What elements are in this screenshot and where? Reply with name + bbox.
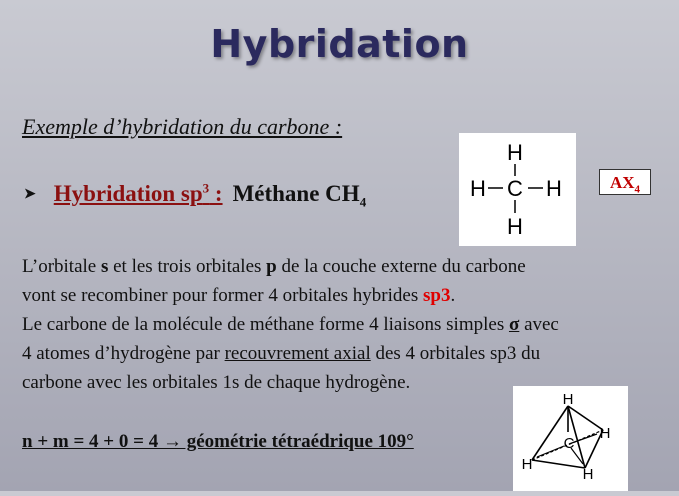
geometry-formula: n + m = 4 + 0 = 4 → géométrie tétraédrique 109° (22, 431, 414, 452)
para-line-2: vont se recombiner pour former 4 orbitales hybrides sp3. (22, 285, 456, 306)
tetra-carbon: C (563, 435, 575, 452)
tetra-h-top: H (562, 391, 574, 408)
para-line-4: 4 atomes d’hydrogène par recouvrement axial des 4 orbitales sp3 du (22, 343, 541, 364)
methane-label: Méthane $CH_4$ (232, 180, 367, 210)
ch4-h-right: H (546, 176, 562, 201)
para-line-5: carbone avec les orbitales 1s de chaque hydrogène. (22, 372, 411, 393)
ch4-carbon: C (507, 176, 523, 201)
explanation-paragraph (22, 252, 672, 397)
tetra-h-right: H (599, 425, 611, 442)
hybridation-bullet (24, 180, 366, 210)
tetra-h-left: H (521, 456, 533, 473)
ch4-h-bottom: H (507, 214, 523, 239)
para-line-1: L’orbitale s et les trois orbitales p de la couche externe du carbone (22, 256, 526, 277)
ax4-badge: $AX_4$ (599, 169, 651, 195)
example-subtitle: Exemple d’hybridation du carbone : (22, 114, 343, 139)
slide-title: Hybridation (210, 22, 469, 66)
hybridation-label: Hybridation $sp^3$ : (53, 180, 223, 206)
methane-structure-diagram (459, 133, 576, 246)
tetrahedral-structure-diagram (513, 386, 628, 491)
ch4-h-top: H (507, 140, 523, 165)
tetra-h-bottom: H (582, 466, 594, 483)
para-line-3: Le carbone de la molécule de méthane forme 4 liaisons simples σ avec (22, 314, 559, 335)
arrowhead-bullet-icon: ➤ (24, 186, 36, 202)
ch4-h-left: H (470, 176, 486, 201)
